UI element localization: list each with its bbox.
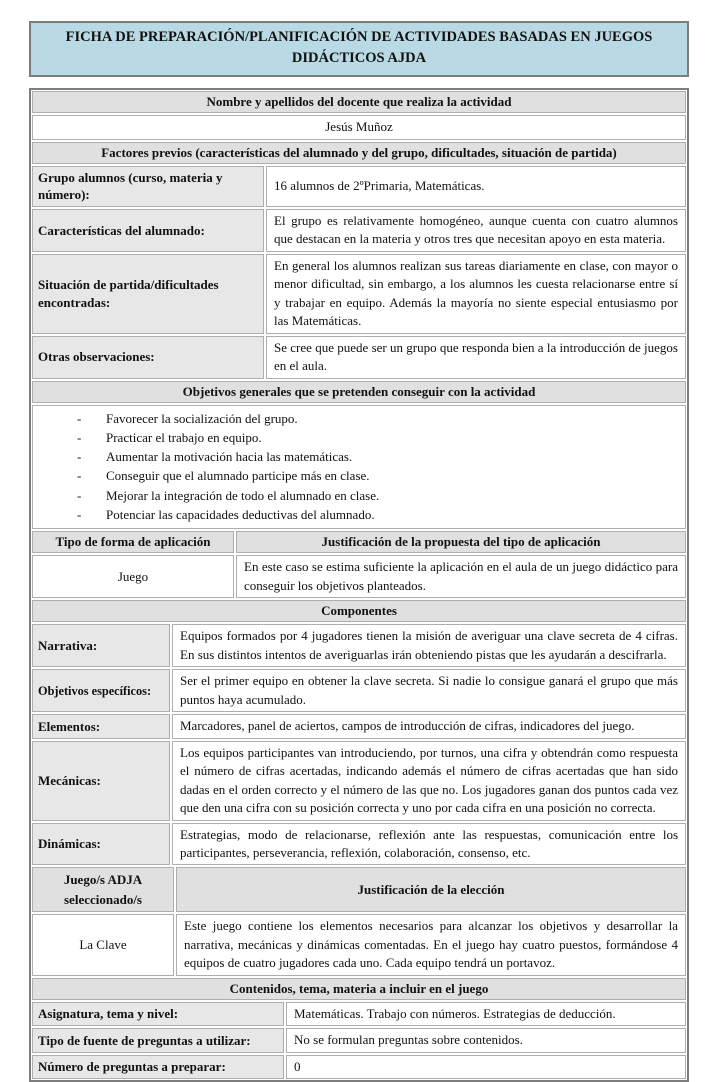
contenidos-section-header: Contenidos, tema, materia a incluir en el juego xyxy=(32,978,686,1000)
table-row xyxy=(32,1002,686,1026)
juego-adja-nombre-value: La Clave xyxy=(32,914,174,975)
table-row xyxy=(32,669,686,712)
dash-bullet: - xyxy=(77,410,82,426)
list-item: - Conseguir que el alumnado participe más en clase. xyxy=(77,466,675,485)
field-label-numero-preguntas: Número de preguntas a preparar: xyxy=(32,1055,284,1079)
factores-header-row xyxy=(32,142,686,164)
table-row xyxy=(32,823,686,866)
field-value-mecanicas: Los equipos participantes van introduciendo, por turnos, una cifra y obtendrán como respuesta el número de cifras acertadas, indicando además el número de cifras acertadas que han sido dadas en el orden correcto y el número de las que no. Los jugadores ganan dos puntos cada vez que den una cifra con su posición correcta y uno por cada cifra en una posición no correcta. xyxy=(172,741,686,821)
juego-adja-justificacion-value: Este juego contiene los elementos necesarios para alcanzar los objetivos y desarrollar la narrativa, mecánicas y dinámicas comentadas. En el juego hay cuatro puestos, formándose 4 equipos de cuatro jugadores cada uno. Cada equipo tendrá un portavoz. xyxy=(176,914,686,975)
aplicacion-col1-header: Tipo de forma de aplicación xyxy=(32,531,234,553)
field-value-numero-preguntas: 0 xyxy=(286,1055,686,1079)
table-row xyxy=(32,336,686,379)
field-label-mecanicas: Mecánicas: xyxy=(32,741,170,821)
table-row xyxy=(32,254,686,334)
field-value-otras-observaciones: Se cree que puede ser un grupo que responda bien a la introducción de juegos en el aula. xyxy=(266,336,686,379)
aplicacion-tipo-value: Juego xyxy=(32,555,234,598)
dash-bullet: - xyxy=(77,506,82,522)
objetivos-section-header: Objetivos generales que se pretenden conseguir con la actividad xyxy=(32,381,686,403)
field-value-elementos: Marcadores, panel de aciertos, campos de introducción de cifras, indicadores del juego. xyxy=(172,714,686,738)
dash-bullet: - xyxy=(77,430,82,445)
docente-section-header: Nombre y apellidos del docente que realiza la actividad xyxy=(32,91,686,113)
table-row xyxy=(32,1028,686,1052)
field-label-dinamicas: Dinámicas: xyxy=(32,823,170,866)
form-title: FICHA DE PREPARACIÓN/PLANIFICACIÓN DE ACTIVIDADES BASADAS EN JUEGOS DIDÁCTICOS AJDA xyxy=(29,21,689,77)
table-row xyxy=(32,166,686,207)
objetivos-list xyxy=(32,405,686,529)
factores-section-header: Factores previos (características del alumnado y del grupo, dificultades, situación de partida) xyxy=(32,142,686,164)
field-label-narrativa: Narrativa: xyxy=(32,624,170,667)
field-value-dinamicas: Estrategias, modo de relacionarse, reflexión ante las respuestas, comunicación entre los participantes, perseverancia, reflexión, colaboración, consenso, etc. xyxy=(172,823,686,866)
dash-bullet: - xyxy=(77,449,82,465)
docente-name-value: Jesús Muñoz xyxy=(32,115,686,139)
field-value-situacion: En general los alumnos realizan sus tareas diariamente en clase, con mayor o menor dificultad, sin embargo, a los alumnos les cuesta relacionarse entre sí y trabajar en equipo. Además la mayoría no siente especial entusiasmo por las Matemáticas. xyxy=(266,254,686,334)
field-value-narrativa: Equipos formados por 4 jugadores tienen la misión de averiguar una clave secreta de 4 cifras. En sus distintos intentos de averiguarlas irán obteniendo pistas que les ayudarán a descifrarla. xyxy=(172,624,686,667)
juego-adja-col2-header: Justificación de la elección xyxy=(176,867,686,912)
docente-name-row xyxy=(32,115,686,139)
dash-bullet: - xyxy=(77,487,82,503)
field-label-otras-observaciones: Otras observaciones: xyxy=(32,336,264,379)
field-label-objetivos-especificos: Objetivos específicos: xyxy=(32,669,170,712)
aplicacion-header-row xyxy=(32,531,686,553)
list-item: - Favorecer la socialización del grupo. xyxy=(77,409,675,428)
list-item: - Aumentar la motivación hacia las matemáticas. xyxy=(77,447,675,466)
contenidos-header-row xyxy=(32,978,686,1000)
table-row xyxy=(32,914,686,975)
field-label-grupo-alumnos: Grupo alumnos (curso, materia y número): xyxy=(32,166,264,207)
table-row xyxy=(32,209,686,252)
field-label-caracteristicas: Características del alumnado: xyxy=(32,209,264,252)
field-label-situacion: Situación de partida/dificultades encontradas: xyxy=(32,254,264,334)
field-label-elementos: Elementos: xyxy=(32,714,170,738)
field-value-caracteristicas: El grupo es relativamente homogéneo, aunque cuenta con cuatro alumnos que destacan en la materia y otros tres que necesitan apoyo en esta materia. xyxy=(266,209,686,252)
field-value-asignatura: Matemáticas. Trabajo con números. Estrategias de deducción. xyxy=(286,1002,686,1026)
field-value-grupo-alumnos: 16 alumnos de 2ºPrimaria, Matemáticas. xyxy=(266,166,686,207)
field-label-tipo-fuente: Tipo de fuente de preguntas a utilizar: xyxy=(32,1028,284,1052)
juego-adja-col1-header: Juego/s ADJA seleccionado/s xyxy=(32,867,174,912)
docente-header-row xyxy=(32,91,686,113)
table-row xyxy=(32,555,686,598)
dash-bullet: - xyxy=(77,468,82,484)
list-item: - Potenciar las capacidades deductivas del alumnado. xyxy=(77,505,675,524)
componentes-section-header: Componentes xyxy=(32,600,686,622)
list-item: - Mejorar la integración de todo el alumnado en clase. xyxy=(77,486,675,505)
table-row xyxy=(32,741,686,821)
field-label-asignatura: Asignatura, tema y nivel: xyxy=(32,1002,284,1026)
objetivos-header-row xyxy=(32,381,686,403)
field-value-objetivos-especificos: Ser el primer equipo en obtener la clave secreta. Si nadie lo consigue ganará el grupo que más puntos haya acumulado. xyxy=(172,669,686,712)
objetivos-list-row xyxy=(32,405,686,529)
componentes-header-row xyxy=(32,600,686,622)
table-row xyxy=(32,714,686,738)
table-row xyxy=(32,1055,686,1079)
list-item: - Practicar el trabajo en equipo. xyxy=(77,428,675,447)
aplicacion-col2-header: Justificación de la propuesta del tipo de aplicación xyxy=(236,531,686,553)
table-row xyxy=(32,624,686,667)
juego-adja-header-row xyxy=(32,867,686,912)
aplicacion-justificacion-value: En este caso se estima suficiente la aplicación en el aula de un juego didáctico para conseguir los objetivos planteados. xyxy=(236,555,686,598)
field-value-tipo-fuente: No se formulan preguntas sobre contenidos. xyxy=(286,1028,686,1052)
form-table xyxy=(29,88,689,1082)
